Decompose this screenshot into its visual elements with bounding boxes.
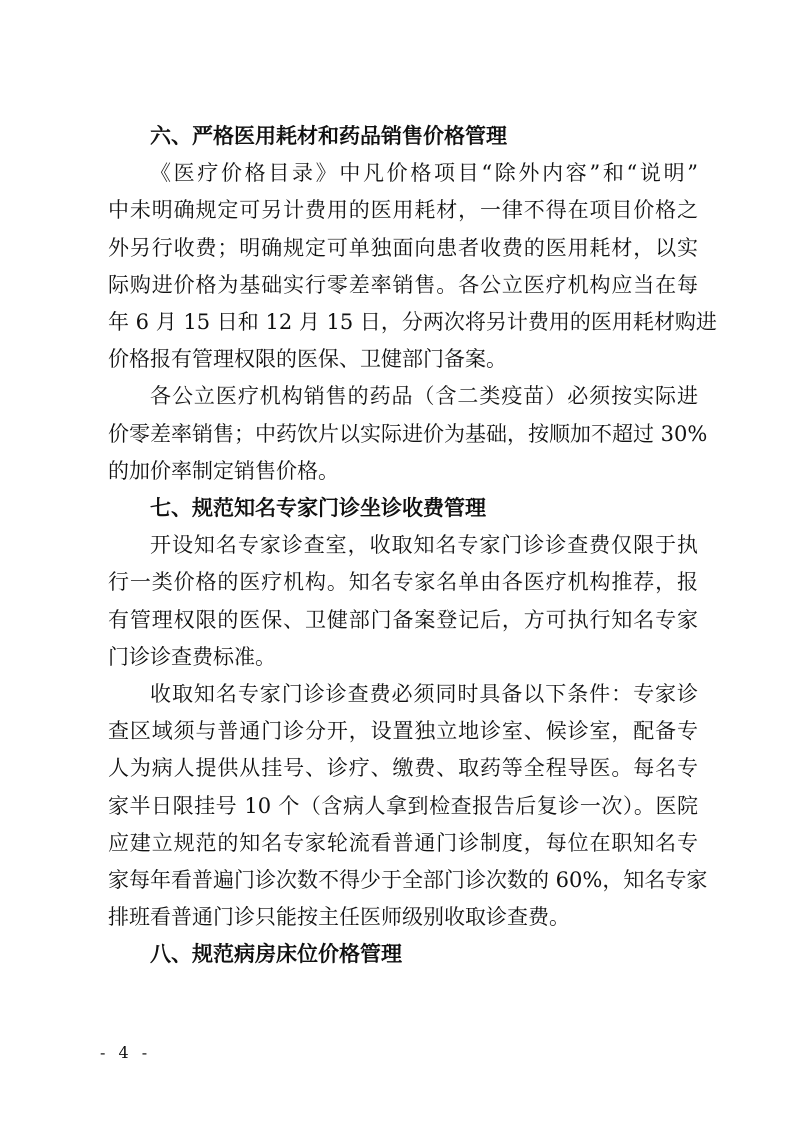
paragraph-line: 年 6 月 15 日和 12 月 15 日，分两次将另计费用的医用耗材购进 xyxy=(108,310,717,334)
paragraph-line: 家每年看普遍门诊次数不得少于全部门诊次数的 60%，知名专家 xyxy=(108,868,708,892)
paragraph-line: 中未明确规定可另计费用的医用耗材，一律不得在项目价格之 xyxy=(108,198,698,223)
paragraph-line: 应建立规范的知名专家轮流看普通门诊制度，每位在职知名专 xyxy=(108,830,698,855)
section-heading: 八、规范病房床位价格管理 xyxy=(150,942,402,967)
page-number: - 4 - xyxy=(100,1043,152,1062)
paragraph-line: 《医疗价格目录》中凡价格项目“除外内容”和“说明” xyxy=(150,161,698,186)
paragraph-line: 查区域须与普通门诊分开，设置独立地诊室、候诊室，配备专 xyxy=(108,719,698,744)
paragraph-line: 际购进价格为基础实行零差率销售。各公立医疗机构应当在每 xyxy=(108,272,698,297)
paragraph-line: 人为病人提供从挂号、诊疗、缴费、取药等全程导医。每名专 xyxy=(108,756,698,781)
paragraph-line: 价零差率销售；中药饮片以实际进价为基础，按顺加不超过 30% xyxy=(108,421,708,446)
paragraph-line: 排班看普通门诊只能按主任医师级别收取诊查费。 xyxy=(108,905,570,930)
paragraph-line: 的加价率制定销售价格。 xyxy=(108,458,339,483)
paragraph-line: 收取知名专家门诊诊查费必须同时具备以下条件：专家诊 xyxy=(150,682,698,706)
paragraph-line: 外另行收费；明确规定可单独面向患者收费的医用耗材，以实 xyxy=(108,235,698,260)
section-heading: 六、严格医用耗材和药品销售价格管理 xyxy=(150,124,507,148)
paragraph-line: 各公立医疗机构销售的药品（含二类疫苗）必须按实际进 xyxy=(150,384,698,409)
paragraph-line: 行一类价格的医疗机构。知名专家名单由各医疗机构推荐，报 xyxy=(108,570,698,595)
paragraph-line: 有管理权限的医保、卫健部门备案登记后，方可执行知名专家 xyxy=(108,607,698,632)
paragraph-line: 门诊诊查费标准。 xyxy=(108,644,276,669)
paragraph-line: 家半日限挂号 10 个（含病人拿到检查报告后复诊一次）。医院 xyxy=(108,793,698,818)
section-heading: 七、规范知名专家门诊坐诊收费管理 xyxy=(150,496,486,520)
paragraph-line: 价格报有管理权限的医保、卫健部门备案。 xyxy=(108,347,507,372)
paragraph-line: 开设知名专家诊查室，收取知名专家门诊诊查费仅限于执 xyxy=(150,533,698,558)
